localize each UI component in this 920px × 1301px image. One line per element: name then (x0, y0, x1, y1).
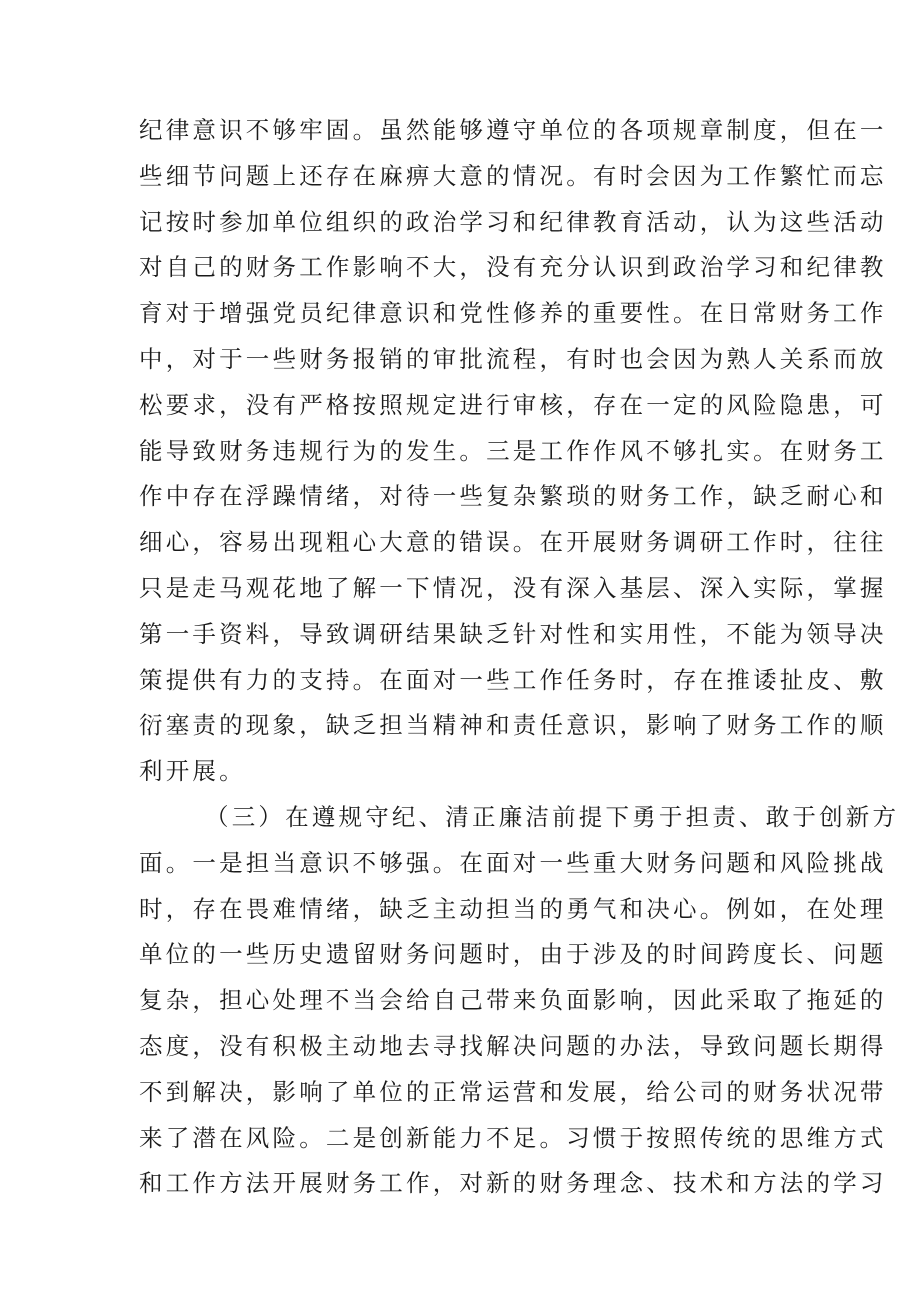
text-line: 态度，没有积极主动地去寻找解决问题的办法，导致问题长期得 (139, 1031, 887, 1060)
text-line: 作中存在浮躁情绪，对待一些复杂繁琐的财务工作，缺乏耐心和 (139, 482, 887, 511)
text-line: 能导致财务违规行为的发生。三是工作作风不够扎实。在财务工 (139, 436, 887, 465)
text-line: 面。一是担当意识不够强。在面对一些重大财务问题和风险挑战 (139, 848, 887, 877)
text-line: 利开展。 (139, 757, 246, 786)
text-line: 只是走马观花地了解一下情况，没有深入基层、深入实际，掌握 (139, 573, 887, 602)
text-line: 对自己的财务工作影响不大，没有充分认识到政治学习和纪律教 (139, 253, 887, 282)
text-line: 纪律意识不够牢固。虽然能够遵守单位的各项规章制度，但在一 (139, 116, 887, 144)
text-line: 细心，容易出现粗心大意的错误。在开展财务调研工作时，往往 (139, 528, 887, 557)
text-line: （三）在遵规守纪、清正廉洁前提下勇于担责、敢于创新方 (205, 802, 900, 831)
paragraph-2 (139, 795, 900, 1207)
text-line: 策提供有力的支持。在面对一些工作任务时，存在推诿扯皮、敷 (139, 665, 887, 694)
text-line: 来了潜在风险。二是创新能力不足。习惯于按照传统的思维方式 (139, 1123, 887, 1152)
text-line: 育对于增强党员纪律意识和党性修养的重要性。在日常财务工作 (139, 299, 887, 328)
body-text (139, 108, 900, 1207)
text-line: 单位的一些历史遗留财务问题时，由于涉及的时间跨度长、问题 (139, 940, 887, 969)
text-line: 和工作方法开展财务工作，对新的财务理念、技术和方法的学习 (139, 1169, 887, 1198)
text-line: 第一手资料，导致调研结果缺乏针对性和实用性，不能为领导决 (139, 619, 887, 648)
text-line: 记按时参加单位组织的政治学习和纪律教育活动，认为这些活动 (139, 207, 887, 236)
text-line: 松要求，没有严格按照规定进行审核，存在一定的风险隐患，可 (139, 390, 887, 419)
paragraph-1 (139, 108, 887, 795)
text-line: 复杂，担心处理不当会给自己带来负面影响，因此采取了拖延的 (139, 986, 887, 1015)
text-line: 些细节问题上还存在麻痹大意的情况。有时会因为工作繁忙而忘 (139, 161, 887, 190)
text-line: 衍塞责的现象，缺乏担当精神和责任意识，影响了财务工作的顺 (139, 711, 887, 740)
text-line: 时，存在畏难情绪，缺乏主动担当的勇气和决心。例如，在处理 (139, 894, 887, 923)
text-line: 不到解决，影响了单位的正常运营和发展，给公司的财务状况带 (139, 1077, 887, 1106)
text-line: 中，对于一些财务报销的审批流程，有时也会因为熟人关系而放 (139, 344, 887, 373)
